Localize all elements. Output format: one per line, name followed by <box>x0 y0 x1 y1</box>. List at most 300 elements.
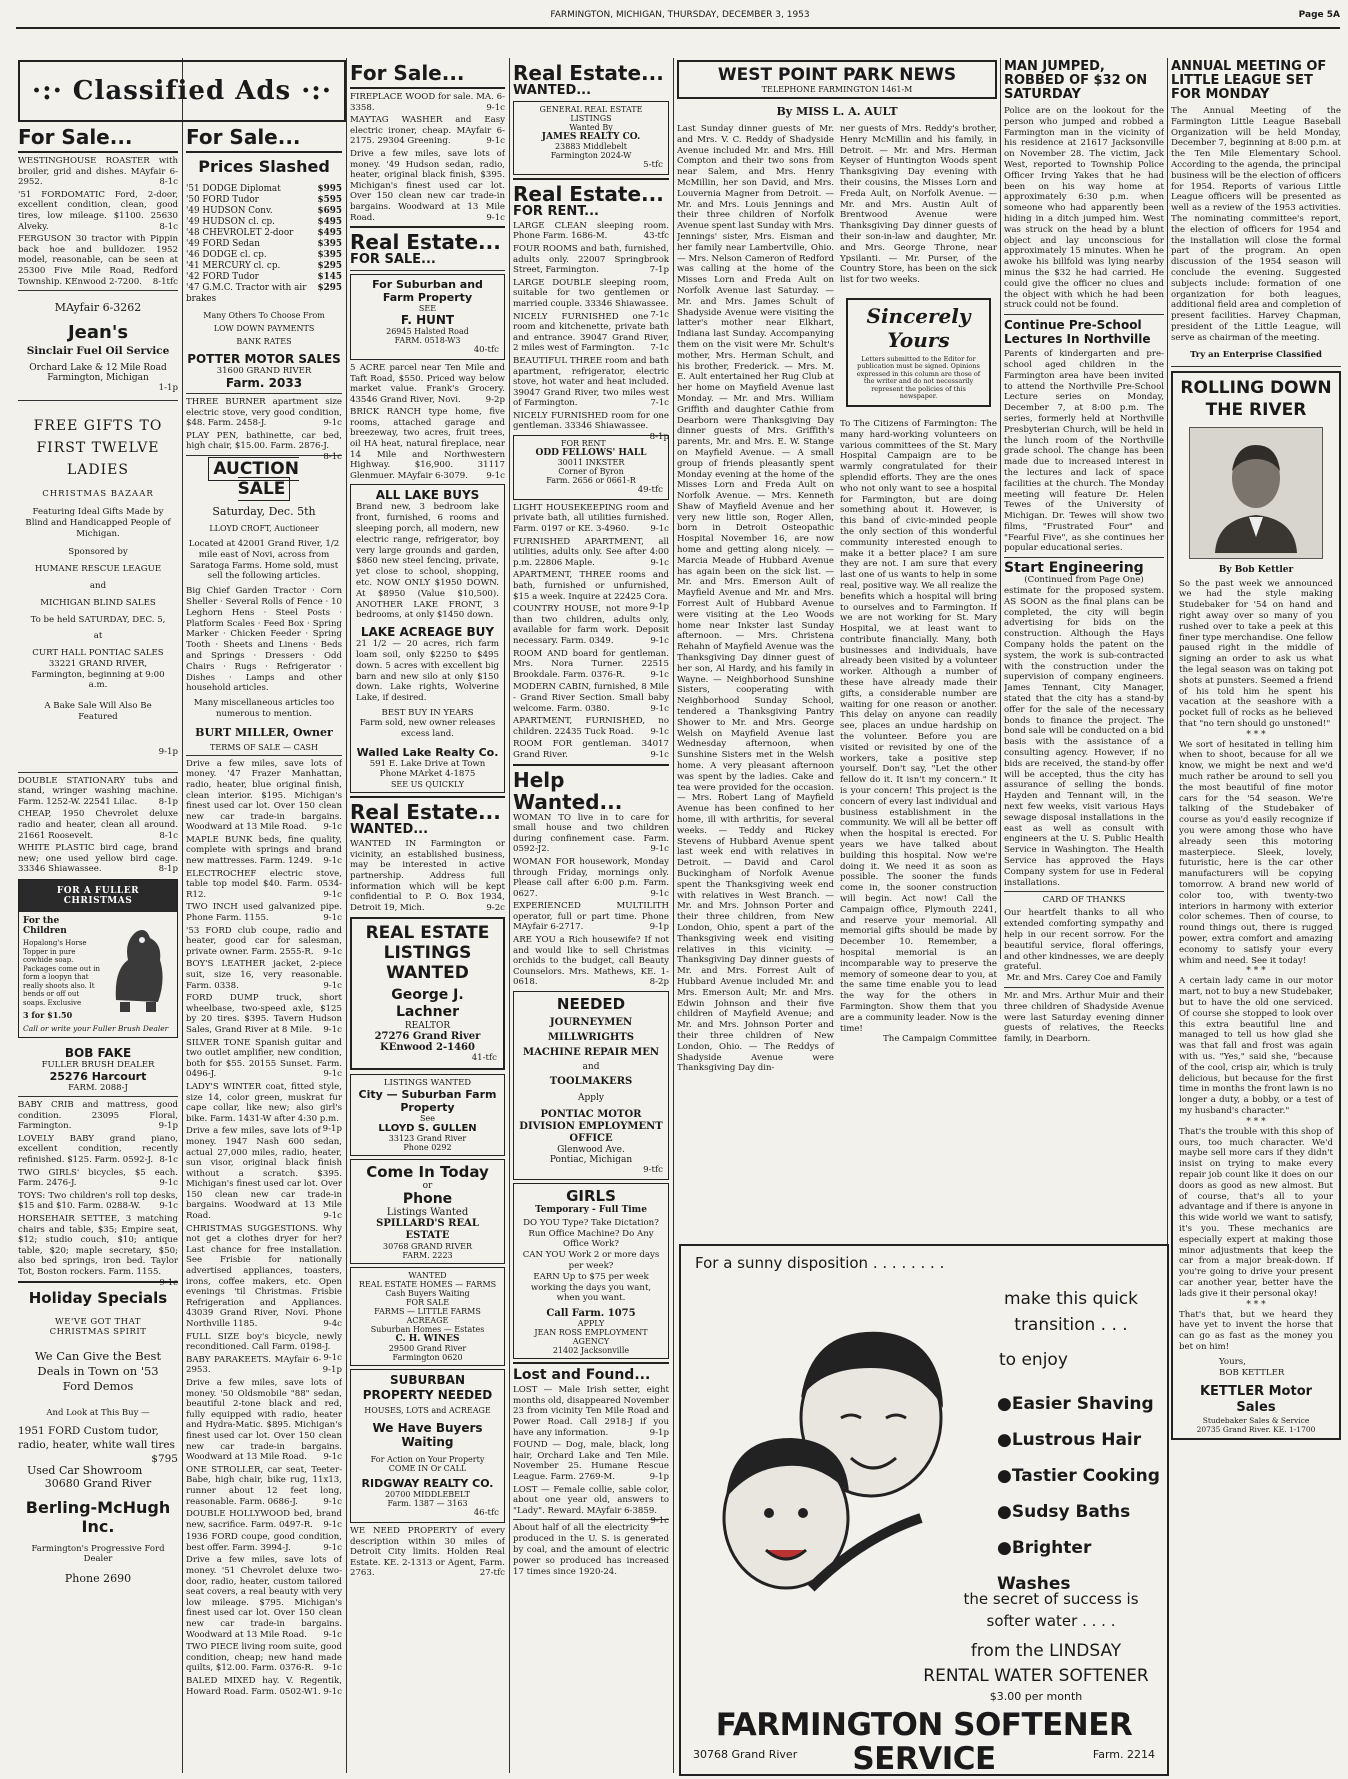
ad-code: 9-1c <box>323 946 342 957</box>
spillard-addr: 30768 GRAND RIVER <box>383 1242 472 1252</box>
gullen-name: LLOYD S. GULLEN <box>378 1123 477 1135</box>
ad-code: 40-tfc <box>473 345 499 356</box>
ad-code: 9-1c <box>323 1496 342 1507</box>
bullet-icon: ● <box>997 1538 1012 1558</box>
ad-code: 9-2c <box>486 902 505 913</box>
jeans-name: Jean's <box>67 322 129 344</box>
girls-q: DO YOU Type? Take Dictation? Run Office Machine? Do Any Office Work? <box>523 1217 659 1250</box>
auction-owner: BURT MILLER, Owner <box>195 725 333 739</box>
classified-ad <box>513 244 669 276</box>
benefit-label: Easier Shaving <box>1011 1394 1154 1414</box>
wines-name: C. H. WINES <box>395 1334 460 1345</box>
section-sub: FOR SALE... <box>350 252 436 268</box>
kettler-address: 20735 Grand River. KE. 1-1700 <box>1196 1425 1316 1435</box>
car-price: $995 <box>317 184 342 194</box>
car-price: $295 <box>317 283 342 293</box>
girls-sub: Temporary - Full Time <box>535 1204 647 1215</box>
classified-ad <box>513 857 669 899</box>
general-addr: 23883 Middlebelt <box>555 142 627 151</box>
classified-ad <box>513 537 669 569</box>
section-head-real-estate: Real Estate... <box>513 61 664 85</box>
ad-text: CHEAP, 1950 Chevrolet deluxe radio and heater, clean all around. 21661 Roosevelt. <box>18 809 178 841</box>
classified-ad <box>513 935 669 988</box>
couple-illustration <box>691 1288 971 1648</box>
ad-code: 9-1p <box>649 602 669 613</box>
rolling-text-2: We sort of hesitated in telling him when to shoot, because for all we know, we might be next and we'd much rather be around to sell you the most beautiful of fine motor cars for the '54 season. We're talking of the Studebaker of course as you'd easily recognize if you were among those who have already seen this motoring masterpiece. Sleek, lovely, futuristic, here is the car other manufacturers will be copying tomorrow. A brand new world of color too, with twenty-two interiors in harmony with exterior color schemes. Then of course, to round things out, there is rugged power, extra comfort and amazing economy to satisfy your every whim and need. See it today! <box>1179 739 1333 966</box>
lake-acre-text: 21 1/2 — 20 acres, rich farm loam soil, only $2250 to $495 down. 5 acres with excellent big barn and new silo at only $150 down. Lake rights, Wolverine Lake, if desired. <box>356 639 499 704</box>
ad-code: 8-1c <box>159 1154 178 1165</box>
engineering-text: estimate for the proposed system. AS SOON as the final plans can be completed, the city will begin advertising for bids on the construction. Although the Hays Company holds the patent on the system, the work is sub-contracted with the construction under the supervision of company engineers. James Tennant, City Manager, stated that the city has a stand-by offer for the sale of the necessary bonds to finance the project. The bond sale will be conducted on a bid basis with the assistance of a consulting agency. However, if no bids are received, the stand-by offer will be accepted, thus the city has assurance of selling the bonds. Hayden and Tennant will, in the next few weeks, visit various Hays sewage disposal installations in the east as well as consult with engineers at the U. S. Public Health Service in Washington. The Health Service has approved the Hays Company system for use in Federal installations. <box>1004 586 1164 888</box>
ad-code: 9-1c <box>486 470 505 481</box>
hunt-ad <box>350 274 505 360</box>
gullen-phone: Phone 0292 <box>403 1143 452 1153</box>
ad-text: Drive a few miles, save lots of money. '50 Oldsmobile "88" sedan, beautiful 2-tone black and red, fully equipped with radio, heater and Hydra-Matic. $895. Michigan's finest used car lot. Over 150 clean new car trade-in bargains. Woodward at 13 Mile Road. <box>186 1377 342 1463</box>
fuller-phone: FARM. 2088-J <box>68 1083 128 1094</box>
ad-text: FORD DUMP truck, short wheelbase, two-speed axle, $125 by 20 tires. $395. Tavern Hudson Sales, Grand River at 8 Mile. <box>186 993 342 1035</box>
classified-ad <box>186 1224 342 1330</box>
classified-ad <box>513 604 669 646</box>
divider <box>186 455 342 456</box>
holiday-phone: Phone 2690 <box>64 1571 132 1585</box>
classified-ad <box>513 1440 669 1482</box>
column-4 <box>513 60 669 1774</box>
ad-text: DOUBLE HOLLYWOOD bed, brand new, sacrifice. Farm. 0497-R. <box>186 1509 342 1530</box>
ad-text: TWO GIRLS' bicycles, $5 each. Farm. 2476-J. <box>18 1167 178 1189</box>
ad-code: 9-1c <box>650 888 669 899</box>
divider <box>18 1096 178 1097</box>
ad-code: 9-tfc <box>643 1165 663 1176</box>
benefit-item <box>997 1494 1163 1530</box>
general-listings-ad <box>513 101 669 175</box>
car-name: '48 CHEVROLET 2-door <box>186 228 294 238</box>
section-head-real-estate: Real Estate... <box>350 230 501 255</box>
spillard-ad <box>350 1159 505 1264</box>
auction-title: AUCTION SALE <box>208 457 299 501</box>
classified-ad <box>186 759 342 833</box>
column-rule <box>509 58 510 1773</box>
softener-from: from the LINDSAY <box>970 1641 1122 1661</box>
ridgway-act: For Action on Your Property <box>370 1455 485 1465</box>
classified-ad <box>186 1465 342 1507</box>
ad-text: BABY PARAKEETS. MAyfair 6-2953. <box>186 1354 322 1376</box>
ad-text: LADY'S WINTER coat, fitted style, size 14, color green, muskrat fur cape collar, like new; also girl's bike. Farm. 1431-W after 4:30 p.m. <box>186 1081 342 1124</box>
classified-header <box>18 60 346 122</box>
auction-auctioneer: LLOYD CROFT, Auctioneer <box>209 523 319 533</box>
section-sub: FOR RENT... <box>513 203 599 219</box>
ridgway-name: RIDGWAY REALTY CO. <box>361 1477 494 1491</box>
ad-text: Drive a few miles, save lots of money. 1947 Nash 600 sedan, actual 27,000 miles, radio, heater, sun visor, original black finish without a scratch. $395. Michigan's finest used car lot. Over 150 clean new car trade-in bargains. Woodward at 13 Mile Road. <box>186 1126 342 1222</box>
sincerely-letter: To The Citizens of Farmington: The many hard-working volunteers on various committees of the St. Mary Hospital Campaign are to be warmly congratulated for their splendid efforts. They are the ones who not only want to see a hospital for Farmington, but are doing something about it. However, is this band of civic-minded people the only section of this wonderful community interested enough to make it a better place? I am sure they are not. I am sure that every last one of us wants to help in some real, positive way. We all realize the benefits which a hospital will bring to ourselves and to Farmington. If we are not working for St. Mary Hospital, we at least want to contribute financially. Many, both businesses and individuals, have already been visited by a volunteer worker. Although a number of these have already made their gifts, a considerable number are waiting for one reason or another. This delay on anyone can readily see, places an undue hardship on the volunteer. Before you are visited or revisited by one of the workers, take a positive step yourself. Don't say, "Let the other fellow do it. It isn't my concern." It is your concern! This project is the concern of every last individual and business establishment in the community. We will all be better off when the hospital is erected. For years we have talked about building this hospital. Now we're doing it. We need it as soon as possible. The sooner the funds come in, the sooner construction will begin. Act now! Call the Campaign office, Plymouth 2241, and reserve your memorial. All memorial gifts should be made by December 10. Remember, a hospital memorial is an incomparable way to preserve the memory of someone dear to you, at the same time enable you to lead the way for the others in Farmington. Show them that you are a community leader. Now is the time! <box>840 418 997 1034</box>
spillard-listings: Listings Wanted <box>386 1207 469 1219</box>
classified-ad <box>186 1676 342 1697</box>
gifts-held: To be held SATURDAY, DEC. 5, <box>30 614 166 625</box>
gifts-bake: A Bake Sale Will Also Be Featured <box>44 701 152 723</box>
fuller-desc: Hopalong's Horse Topper in pure cowhide soap. Packages come out in form a loopyn that really shoots also. It bends or off out soaps. Exclusive <box>23 939 100 1007</box>
ad-code: 9-1c <box>486 102 505 113</box>
ad-text: FURNISHED APARTMENT, all utilities, adults only. See after 4:00 p.m. 22806 Maple. <box>513 536 669 568</box>
jeans-ad <box>18 301 178 394</box>
rolling-text-3: A certain lady came in our motor mart, not to buy a new Studebaker, but to have the old one serviced. Of course she stopped to look over this extra beautiful line and managed to tell us how glad she was that fall and frost was again with us. "Yes," said she, "because of the cool, crisp air, which is truly delicious, but because for the first time in months the front lawn is no longer a duty, a bobby, or a test of my husband's character." <box>1179 976 1334 1116</box>
column-2 <box>186 124 342 1774</box>
ad-code: 9-1c <box>650 524 669 535</box>
softener-enjoy: to enjoy <box>999 1350 1068 1370</box>
divider <box>1004 891 1164 892</box>
girls-name: JEAN ROSS EMPLOYMENT AGENCY <box>534 1328 648 1347</box>
ad-code: 9-1c <box>323 1663 342 1674</box>
car-price: $495 <box>317 228 342 238</box>
social-note: Mr. and Mrs. Arthur Muir and their three children of Shadyside Avenue were last Saturday evening dinner guests of relatives, the Reecks family, in Dearborn. <box>1004 990 1164 1045</box>
classified-ad <box>186 902 342 923</box>
girls-ad <box>513 1183 669 1359</box>
lachner-role: REALTOR <box>404 1021 451 1032</box>
ridgway-ad <box>350 1369 505 1523</box>
ad-text: ROOM FOR gentleman. 34017 Grand River. <box>513 739 669 760</box>
couple-icon <box>691 1288 971 1648</box>
ad-text: EXPERIENCED MULTILITH operator, full or part time. Phone MAyfair 6-2717. <box>513 901 669 933</box>
ad-code: 9-1c <box>650 726 669 737</box>
girls-call: Call Farm. 1075 <box>546 1308 636 1320</box>
sincerely-signature: The Campaign Committee <box>883 1034 997 1045</box>
wines-town: Farmington 0620 <box>392 1353 463 1363</box>
pontiac-town: Pontiac, Michigan <box>549 1155 633 1166</box>
holiday-addr: 30680 Grand River <box>44 1476 152 1490</box>
softener-secret: the secret of success is softer water . . . . <box>963 1590 1139 1630</box>
softener-phone: Farm. 2214 <box>1092 1748 1155 1761</box>
auction-date: Saturday, Dec. 5th <box>212 504 316 518</box>
jeans-phone: MAyfair 6-3262 <box>54 301 142 315</box>
ad-text: WOMAN FOR housework, Monday through Friday, mornings only. Please call after 6:00 p.m. Farm. 0627. <box>513 856 669 899</box>
west-point-column-b: ner guests of Mrs. Reddy's brother, Henry McMillin and his family, in Detroit. — Mr. and Mrs. Herman Keyser of Huntington Woods spent Thanksgiving Day evening with their cousins, the Misses Lorn and Freda Ault, on Norfolk Avenue. — Mr. and Mrs. Austin Ault of Brentwood Avenue were Thanksgiving Day dinner guests of their son-in-law and daughter, Mr. and Mrs. George Throne, near Ypsilanti. — Mr. Purser, of the Country Store, has been on the sick list for two weeks. <box>840 124 997 286</box>
divider <box>1004 557 1164 558</box>
classified-ad <box>18 1168 178 1189</box>
divider <box>1004 314 1164 315</box>
ad-code: 9-1c <box>323 1211 342 1222</box>
divider <box>350 270 505 271</box>
ad-list-3 <box>18 1100 178 1288</box>
classified-ad <box>18 1191 178 1212</box>
classified-ad <box>186 1038 342 1080</box>
ad-code: 9-1c <box>650 1516 669 1527</box>
divider <box>350 226 505 228</box>
pontiac-title: NEEDED <box>556 995 626 1014</box>
classified-ad <box>186 959 342 991</box>
price-row <box>186 272 342 283</box>
divider <box>513 764 669 766</box>
page-number: Page 5A <box>1298 10 1340 20</box>
stars-divider: * * * <box>1246 966 1266 977</box>
ad-code: 8-1c <box>159 177 178 188</box>
pontiac-co: PONTIAC MOTOR DIVISION EMPLOYMENT OFFICE <box>519 1109 663 1145</box>
sincerely-yours-box <box>846 298 991 407</box>
ad-text: WANTED IN Farmington or vicinity, an established business, may be interested in active partnership. Address full information which will be kept confidential to P. O. Box 1934, Detroit 19, Mich. <box>350 839 505 913</box>
girls-addr: 21402 Jacksonville <box>552 1346 630 1356</box>
divider <box>350 87 505 89</box>
ad-text: FIREPLACE WOOD for sale. MA. 6-3358. <box>350 92 505 113</box>
section-head-for-rent: Real Estate... <box>513 181 664 206</box>
stars-divider: * * * <box>1246 729 1266 740</box>
ad-text: TWO PIECE living room suite, good condition, cheap; new hand made quilts, $12.00. Farm. 0376-R. <box>186 1642 342 1674</box>
rolling-text-5: That's that, but we heard they have yet to invent the horse that can go as fast as the money you bet on him! <box>1179 1309 1333 1352</box>
ad-code: 9-1c <box>650 557 669 568</box>
gifts-and: and <box>89 580 107 591</box>
ad-code: 9-1p <box>322 1124 342 1135</box>
ad-code: 9-1c <box>159 1178 178 1189</box>
car-name: '49 HUDSON Conv. <box>186 206 273 216</box>
holiday-price: $795 <box>151 1452 178 1465</box>
ad-text: ARE YOU a Rich housewife? If not and would like to sell Christmas orchids to the budget, call Beauty Counselors. Mrs. Mathews, KE. 1-0618. <box>513 935 669 988</box>
ad-text: NICELY FURNISHED room for one gentleman. 33346 Shiawassee. <box>513 410 669 432</box>
classified-ad <box>513 356 669 409</box>
news-column-7 <box>1171 60 1341 1774</box>
ad-code: 9-1p <box>649 1427 669 1438</box>
rolling-text-1: So the past week we announced we had the style making Studebaker for '54 on hand and right away over so many of you rushed over to take a peek at this finer type merchandise. One fellow paused right in the middle of signing an order to ask us what the legal season was on taking pot shots at punsters. Seemed a friend of his told him he spent his vacation at the seashore with a pocket full of rocks as he believed that "no tern should go unstoned!" <box>1179 578 1333 729</box>
prices-dealer: POTTER MOTOR SALES <box>187 352 341 366</box>
classified-ad <box>513 410 669 443</box>
pontiac-l1: JOURNEYMEN <box>549 1017 633 1029</box>
ad-text: FULL SIZE boy's bicycle, newly reconditioned. Call Farm. 0198-J. <box>186 1331 342 1353</box>
ad-code: 9-1c <box>323 1352 342 1363</box>
car-name: '42 FORD Tudor <box>186 272 259 282</box>
classified-ad <box>186 1555 342 1640</box>
ad-code: 9-1c <box>650 636 669 646</box>
holiday-got: WE'VE GOT THAT CHRISTMAS SPIRIT <box>49 1316 147 1337</box>
hunt-name: F. HUNT <box>400 313 455 328</box>
kettler-tagline: Studebaker Sales & Service <box>1202 1416 1310 1426</box>
ad-text: FOUR ROOMS and bath, furnished, adults only. 22007 Springbrook Street, Farmington. <box>513 243 669 276</box>
ad-text: BEAUTIFUL THREE room and bath apartment, refrigerator, electric stove, hot water and heat included. 39047 Grand River, two miles west of Farmington. <box>513 355 669 409</box>
ad-text: CHRISTMAS SUGGESTIONS. Why not get a clothes dryer for her? Last chance for free installation. See Frisbie for nationally advertised appliances, toasters, irons, coffee makers, etc. Open evenings 'til Christmas. Frisbie Refrigeration and Appliances. 43039 Grand River, Novi. Phone Northville 1185. <box>186 1223 342 1329</box>
ad-code: 9-1p <box>322 1365 342 1376</box>
try-classified: Try an Enterprise Classified <box>1190 349 1322 360</box>
divider <box>18 151 178 153</box>
benefit-item <box>997 1458 1163 1494</box>
ad-code: 9-1c <box>323 913 342 924</box>
softener-benefits <box>997 1386 1163 1602</box>
ad-text: FERGUSON 30 tractor with Pippin back hoe and bulldozer. 1952 model, reasonable, can be seen at 25300 Five Mile Road, Redford Township. KEnwood 2-7200. <box>18 234 178 287</box>
sincerely-note: Letters submitted to the Editor for publication must be signed. Opinions expressed in this column are those of the writer and do not necessarily represent the policies of this newspaper. <box>856 354 981 401</box>
lachner-ad <box>350 917 505 1070</box>
price-row <box>186 195 342 206</box>
bullet-icon: ● <box>997 1430 1012 1450</box>
spillard-phone-word: Phone <box>402 1191 453 1208</box>
gifts-place: CURT HALL PONTIAC SALES 33221 GRAND RIVER, Farmington, beginning at 9:00 a.m. <box>31 648 165 691</box>
fuller-banner: FOR A FULLER CHRISTMAS <box>19 880 177 912</box>
softener-price: $3.00 per month <box>989 1690 1083 1703</box>
pontiac-apply: Apply <box>578 1093 604 1104</box>
west-point-byline: By MISS L. A. AULT <box>776 105 898 118</box>
ad-code: 8-1p <box>158 796 178 807</box>
price-row <box>186 239 342 250</box>
ad-code: 8-1p <box>649 432 669 443</box>
wines-cash: Cash Buyers Waiting <box>385 1289 470 1299</box>
ad-code: 8-2p <box>649 977 669 988</box>
divider <box>513 1362 669 1364</box>
ad-code: 46-tfc <box>473 1508 499 1519</box>
gifts-title: FREE GIFTS TO FIRST TWELVE LADIES <box>33 417 163 478</box>
wines-ad <box>350 1267 505 1366</box>
price-row <box>186 184 342 195</box>
car-price: $595 <box>317 195 342 205</box>
ad-text: MODERN CABIN, furnished, 8 Mile - Grand River Section. Small baby welcome. Farm. 0380. <box>513 682 669 714</box>
ad-text: WESTINGHOUSE ROASTER with broiler, grid and dishes. MAyfair 6-2952. <box>18 156 178 188</box>
classified-ad <box>350 115 505 147</box>
ad-list-rent-2 <box>513 503 669 761</box>
ad-code: 9-1p <box>649 1471 669 1482</box>
car-price: $145 <box>317 272 342 282</box>
softener-name: FARMINGTON SOFTENER SERVICE <box>715 1707 1133 1776</box>
ad-text: 5 ACRE parcel near Ten Mile and Taft Road, $550. Priced way below market value. Frank's Grocery. 43546 Grand River, Novi. <box>350 362 505 405</box>
fuller-name: BOB FAKE <box>64 1046 132 1061</box>
classified-ad <box>513 901 669 933</box>
fuller-addr: 25276 Harcourt <box>49 1070 147 1084</box>
classified-ad <box>186 430 342 462</box>
hall-phone: Farm. 2656 or 0661-R <box>546 476 636 486</box>
masthead-rule <box>16 27 1340 29</box>
holiday-dealer: Berling-McHugh Inc. <box>25 1497 171 1536</box>
masthead <box>430 10 930 24</box>
annual-meeting-headline: ANNUAL MEETING OF LITTLE LEAGUE SET FOR MONDAY <box>1171 60 1327 102</box>
preschool-text: Parents of kindergarten and pre-school aged children in the Farmington area have been invited to attend the Northville Pre-School Lecture series on Monday, December 7, at 8:00 p.m. The series, formerly held at Northville Presbyterian Church, will be held in the lunch room of the Northville grade school. The change has been made due to increased interest in the lectures and lack of space facilities at the church. The Monday meeting will feature Dr. Helen Tewes of the University of Michigan. Dr. Tewes will show two films, "Frustrated Four" and "Fearful Five", as she continues her popular educational series. <box>1004 349 1164 554</box>
divider <box>1171 366 1341 367</box>
car-name: '46 DODGE cl. cp. <box>186 250 267 260</box>
wines-farms: FARMS — LITTLE FARMS ACREAGE <box>374 1307 481 1326</box>
ad-text: BOY'S LEATHER jacket, 2-piece suit, size 16, very reasonable. Farm. 0338. <box>186 959 342 991</box>
fuller-price: 3 for $1.50 <box>23 1010 73 1021</box>
ad-code: 8-1c <box>323 451 342 462</box>
lake-title: ALL LAKE BUYS <box>375 488 480 503</box>
spillard-phone: FARM. 2223 <box>402 1251 453 1261</box>
ad-code: 9-1c <box>323 889 342 900</box>
ridgway-come: COME IN Or CALL <box>388 1464 467 1474</box>
softener-rental: RENTAL WATER SOFTENER <box>923 1666 1149 1686</box>
classified-ad <box>513 813 669 855</box>
column-rule <box>346 58 347 1773</box>
holiday-look: And Look at This Buy — <box>46 1407 150 1418</box>
ad-code: 7-1p <box>649 265 669 276</box>
ad-text: HORSEHAIR SETTEE, 3 matching chairs and table, $35; Empire seat, $12; studio couch, $10; antique table, $20; maple secretary, $50; also bed springs, iron bed. Taylor Tot, Boston rockers. Farm. 1155. <box>18 1213 178 1277</box>
divider <box>1004 987 1164 988</box>
ad-code: 7-1c <box>650 343 669 354</box>
prices-many: Many Others To Choose From <box>203 311 325 320</box>
car-price: $395 <box>317 239 342 249</box>
ad-text: LOST — Female collie, sable color, about one year old, answers to "Lady". Reward. MAyfair 6-3859. <box>513 1484 669 1516</box>
car-price: $495 <box>317 217 342 227</box>
benefit-label: Brighter Washes <box>997 1538 1092 1594</box>
section-head-lost-found: Lost and Found... <box>513 1367 651 1384</box>
ad-text: Drive a few miles, save lots of money. '51 Chevrolet deluxe two-door, radio, heater, custom tailored seat covers, a real beauty with very low mileage. $795. Michigan's finest used car lot. Over 150 clean new car trade-in bargains. Woodward at 13 Mile Road. <box>186 1555 342 1640</box>
man-jumped-text: Police are on the lookout for the person who jumped and robbed a Farmington man in the vicinity of his residence at 21617 Jacksonville on November 28. The victim, Jack West, reported to Township Police Officer Irving Yakes that he had been on his way home at approximately 6:30 p.m. when someone who had apparently been hiding in a ditch jumped him. West was struck on the head by a blunt object and lay unconscious for approximately 15 minutes. When he awoke his billfold was lying nearby minus the $32 he had carried. He could give the officer no clues and the object with which he had been struck could not be found. <box>1004 106 1164 311</box>
classified-ad <box>186 869 342 901</box>
ad-code: 27-tfc <box>479 1568 505 1579</box>
rolling-yours: Yours, <box>1219 1356 1246 1367</box>
ad-code: 9-1c <box>650 703 669 714</box>
car-name: '47 G.M.C. Tractor with air brakes <box>186 283 307 304</box>
lake-see: SEE US QUICKLY <box>390 780 465 790</box>
divider <box>186 393 342 394</box>
kettler-portrait <box>1189 427 1323 559</box>
gifts-org2: MICHIGAN BLIND SALES <box>40 597 156 608</box>
ad-text: COUNTRY HOUSE, not more than two children, adults only, available for farm work. Deposit necessary. Farm. 0349. <box>513 604 669 646</box>
classified-ad <box>513 503 669 535</box>
jeans-town: Farmington, Michigan <box>47 373 149 384</box>
ad-text: LOST — Male Irish setter, eight months old, disappeared November 23 from vicinity Ten Mile Road and Power Road. Call 2918-J if you have any information. <box>513 1385 669 1438</box>
section-head-help-wanted: Help Wanted... <box>513 767 623 814</box>
hunt-addr: 26945 Halsted Road <box>386 327 469 337</box>
section-head-for-sale: For Sale... <box>18 125 133 149</box>
fuller-dealer <box>18 1046 178 1093</box>
softener-top: For a sunny disposition . . . . . . . . <box>695 1254 945 1272</box>
benefit-item <box>997 1422 1163 1458</box>
lachner-phone: KEnwood 2-1460 <box>380 1042 475 1054</box>
ad-code: 9-1c <box>323 1629 342 1640</box>
ad-text: LOVELY BABY grand piano, excellent condition, recently refinished. $125. Farm. 0592-J. <box>18 1133 178 1165</box>
ad-text: APARTMENT, THREE rooms and bath, furnished or unfurnished, $15 a week. Inquire at 22425 Cora. <box>513 570 669 602</box>
classified-ad <box>186 1352 342 1376</box>
holiday-give: We Can Give the Best Deals in Town on '53 Ford Demos <box>34 1348 162 1393</box>
horse-icon <box>106 920 172 1016</box>
ad-code: 9-1c <box>159 1201 178 1212</box>
classified-ad <box>350 839 505 913</box>
benefit-item <box>997 1386 1163 1422</box>
lake-best: BEST BUY IN YEARS <box>381 708 474 718</box>
ridgway-wait: We Have Buyers Waiting <box>372 1421 483 1450</box>
ad-code: 9-1c <box>323 822 342 833</box>
odd-fellows-ad <box>513 435 669 500</box>
page-number-wrap <box>1290 10 1340 24</box>
ad-text: WE NEED PROPERTY of every description within 30 miles of Detroit City limits. Holden Real Estate. KE. 2-1313 or Agent, Farm. 2763. <box>350 1525 505 1579</box>
ad-code: 43-tfc <box>643 231 669 242</box>
column-rule <box>673 58 674 1773</box>
hunt-see: SEE <box>418 304 437 314</box>
west-point-header <box>677 60 997 99</box>
ad-text: WHITE PLASTIC bird cage, brand new; one used yellow bird cage. 33346 Shiawassee. <box>18 843 178 875</box>
gifts-text: Featuring Ideal Gifts Made by Blind and Handicapped People of Michigan. <box>25 506 171 539</box>
ad-text: BABY CRIB and mattress, good condition. 23095 Floral, Farmington. <box>18 1100 178 1132</box>
ad-text: LARGE CLEAN sleeping room. Phone Farm. 1686-M. <box>513 220 669 242</box>
general-title: GENERAL REAL ESTATE LISTINGS <box>539 105 643 123</box>
ad-code: 9-1c <box>323 1024 342 1035</box>
rolling-signature: BOB KETTLER <box>1219 1367 1285 1378</box>
prices-low: LOW DOWN PAYMENTS <box>213 324 315 333</box>
jeans-line: Sinclair Fuel Oil Service <box>26 345 170 358</box>
divider <box>350 796 505 798</box>
dateline: FARMINGTON, MICHIGAN, THURSDAY, DECEMBER 3, 1953 <box>550 10 810 20</box>
classified-ad <box>18 234 178 287</box>
portrait-icon <box>1201 433 1311 553</box>
ad-code: 9-1c <box>323 1452 342 1463</box>
ad-code: 9-1c <box>486 136 505 147</box>
west-point-column-a: Last Sunday dinner guests of Mr. and Mrs. V. C. Reddy of Shadyside Avenue included Mr. and Mrs. Hill Compton and their two sons from near Salem, and Mrs. Henry McMillin, her son David, and Mrs. Louvernia Magner from Detroit. — Mr. and Mrs. Louis Jennings and their three children of Norfolk Avenue spent last Sunday with Mrs. Jennings' sister, Mrs. Eisman and her family near Lambertville, Ohio. — Mrs. Nelson Cameron of Redford was calling at the home of the Misses Lorn and Freda Ault on Norfolk Avenue last Saturday. — Mr. and Mrs. James Schult of Shadyside Avenue were visiting the latter's mother near Elkhart, Indiana last Sunday. Accompanying them on the visit were Mr. Schult's mother, Mrs. Herman Schult, and his brother, Frederick. — Mrs. M. E. Ault entertained her Rug Club at her home on Mayfield Avenue last Monday. — Mr. and Mrs. William Griffith and daughter Cathie from Dearborn were Thanksgiving Day dinner guests of Mrs. Griffith's parents, Mr. and Mrs. E. W. Stange on Mayfield Avenue. — A small group of friends pleasantly spent Monday evening at the home of the Misses Lorn and Freda Ault on Norfolk Avenue. — Mrs. Kenneth Shaw of Mayfield Avenue and her very new little son, Roger Allen, born in Detroit Osteopathic Hospital November 16, are now home and getting along nicely. — Marcia Meade of Hubbard Avenue has again been on the sick list. — Mr. and Mrs. Emerson Ault of Mayfield Avenue and Mr. and Mrs. Forrest Ault of Hubbard Avenue were visiting at the Leo Woods home near Inkster last Sunday afternoon. — Mrs. Christena Rehahn of Mayfield Avenue was the Thanksgiving Day dinner guest of her son, Al Hardy, and his family in Wayne. — Neighborhood Sunshine Sisters, cooperating with Neighborhood Sunday School, tendered a Thanksgiving Pantry Shower to Mr. and Mrs. George Welsh on Mayfield Avenue last Wednesday afternoon, when Sunshine Sisters met in the Welsh home. A very pleasant afternoon was spent by the ladies. Cake and tea were provided for the occasion. — Mrs. Robert Lang of Mayfield Avenue has been confined to her home, ill with arthritis, for several weeks. — Teddy and Rickey Stevens of Hubbard Avenue spent last week end with relatives in Detroit. — David and Carol Buckingham of Norfolk Avenue spent the Thanksgiving week end with relatives in West Branch. — Mr. and Mrs. Johnson Porter and their three children, from New London, Ohio, spent a part of the Thanksgiving week end visiting relatives in this vicinity. — Thanksgiving Day dinner guests of Mr. and Mrs. Forrest Ault of Hubbard Avenue included Mr. and Mrs. Emerson Ault; Mr. and Mrs. Edwin Johnson and their five children of Mayfield Avenue; and Mr. and Mrs. Johnson Porter and their three children of New London, Ohio. — The Reddys of Shadyside Avenue were Thanksgiving Day din- <box>677 124 834 1074</box>
classified-ad <box>18 843 178 875</box>
ad-code: 8-1c <box>159 830 178 841</box>
ad-code: 9-1c <box>323 856 342 867</box>
gifts-sub: CHRISTMAS BAZAAR <box>42 488 154 499</box>
girls-apply: APPLY <box>577 1319 605 1329</box>
ad-text: '53 FORD club coupe, radio and heater, good car for salesman, private owner. Farm. 2555-R. <box>186 925 342 957</box>
ad-text: APARTMENT, FURNISHED, no children. 22435 Tuck Road. <box>513 716 669 737</box>
ad-code: 7-1c <box>650 309 669 320</box>
ad-list-col2 <box>186 759 342 1697</box>
gifts-sponsor: Sponsored by <box>68 547 128 558</box>
news-column-6 <box>1004 60 1164 1240</box>
ad-code: 9-1c <box>323 1069 342 1080</box>
classified-ad <box>186 1378 342 1463</box>
fuller-title: FULLER BRUSH DEALER <box>41 1060 155 1071</box>
benefit-label: Tastier Cooking <box>1011 1466 1160 1486</box>
gullen-sub: City — Suburban Farm Property <box>358 1088 497 1115</box>
ad-text: TWO INCH used galvanized pipe. Phone Farm. 1155. <box>186 902 342 924</box>
car-price: $295 <box>317 261 342 271</box>
